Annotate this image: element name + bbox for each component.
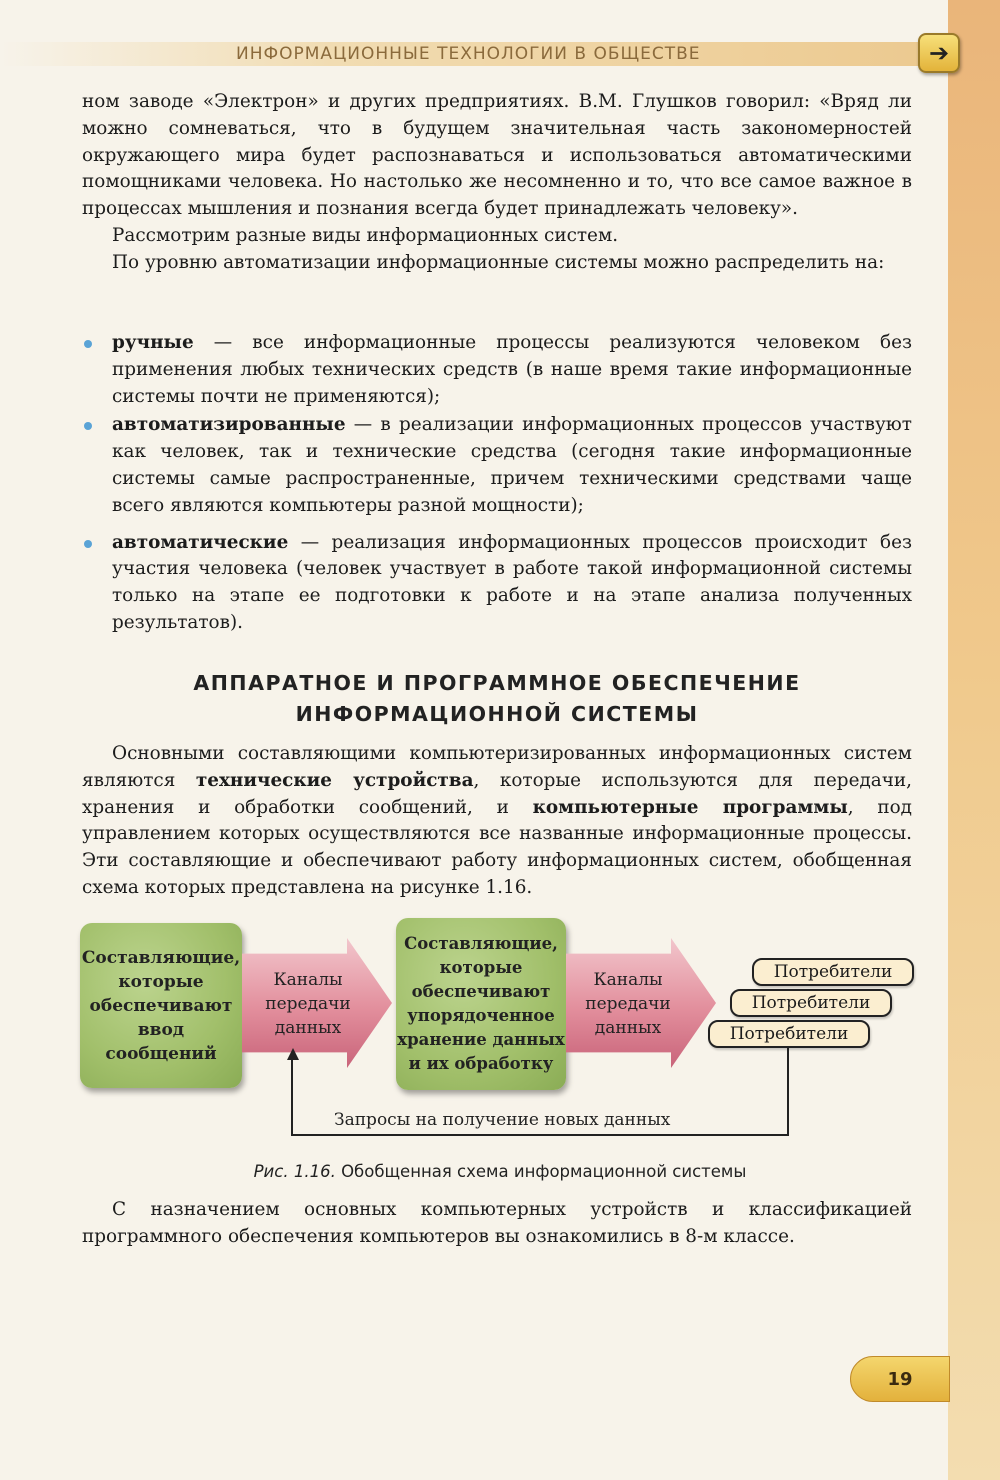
feedback-line-left — [291, 1058, 293, 1136]
feedback-line-right — [787, 1048, 789, 1136]
page-number: 19 — [850, 1356, 950, 1402]
storage-components-box: Составляющие, которые обеспечивают упорядоченное хранение данных и их обработку — [396, 918, 566, 1090]
intro-line-levels: По уровню автоматизации информационные системы можно распределить на: — [112, 251, 885, 273]
next-page-arrow-icon[interactable]: ➔ — [918, 33, 960, 73]
figure-caption: Рис. 1.16. Обобщенная схема информационной системы — [253, 1162, 747, 1181]
consumer-box: Потребители — [752, 958, 914, 986]
channel-label-1: Каналы передачи данных — [265, 970, 351, 1038]
feedback-arrowhead-icon — [287, 1048, 299, 1060]
feedback-line-bottom — [291, 1134, 789, 1136]
feedback-label: Запросы на получение новых данных — [330, 1110, 674, 1130]
channel-label-2: Каналы передачи данных — [585, 970, 671, 1038]
consumer-box: Потребители — [708, 1020, 870, 1048]
page-edge-strip — [948, 0, 1000, 1480]
section-heading: АППАРАТНОЕ И ПРОГРАММНОЕ ОБЕСПЕЧЕНИЕ ИНФОРМАЦИОННОЙ СИСТЕМЫ — [193, 671, 801, 726]
intro-line-kinds: Рассмотрим разные виды информационных систем. — [112, 224, 619, 246]
automation-list — [82, 330, 912, 637]
list-item-automated: автоматизированные — в реализации информационных процессов участвуют как человек, так и технические средства (сегодня такие информационные системы самые распространенные, причем техническими средствами чаще всего являются компьютеры разной мощности); — [82, 412, 912, 519]
running-header: ИНФОРМАЦИОННЫЕ ТЕХНОЛОГИИ В ОБЩЕСТВЕ — [236, 44, 701, 64]
closing-paragraph: С назначением основных компьютерных устройств и классификацией программного обеспечения компьютеров вы ознакомились в 8-м классе. — [82, 1199, 912, 1247]
input-components-box: Составляющие, которые обеспечивают ввод сообщений — [80, 923, 242, 1088]
list-item-automatic: автоматические — реализация информационных процессов происходит без участия человека (человек участвует в работе такой информационной системы только на этапе ее подготовки к работе и на этапе анализа полученных результатов). — [82, 530, 912, 637]
section-paragraph: Основными составляющими компьютеризированных информационных систем являются технические устройства, которые используются для передачи, хранения и обработки сообщений, и компьютерные программы, под управлением которых осуществляются все названные информационные процессы. Эти составляющие и обеспечивают работу информационных систем, обобщенная схема которых представлена на рисунке 1.16. — [82, 743, 912, 898]
consumer-box: Потребители — [730, 989, 892, 1017]
intro-text — [82, 89, 912, 277]
list-item-manual: ручные — все информационные процессы реализуются человеком без применения любых технических средств (в наше время такие информационные системы почти не применяются); — [82, 330, 912, 410]
intro-paragraph: ном заводе «Электрон» и других предприятиях. В.М. Глушков говорил: «Вряд ли можно сомневаться, что в будущем значительная часть закономерностей окружающего мира будет распознаваться и использоваться автоматическими помощниками человека. Но настолько же несомненно и то, что все самое важное в процессах мышления и познания всегда будет принадлежать человеку». — [82, 91, 912, 220]
